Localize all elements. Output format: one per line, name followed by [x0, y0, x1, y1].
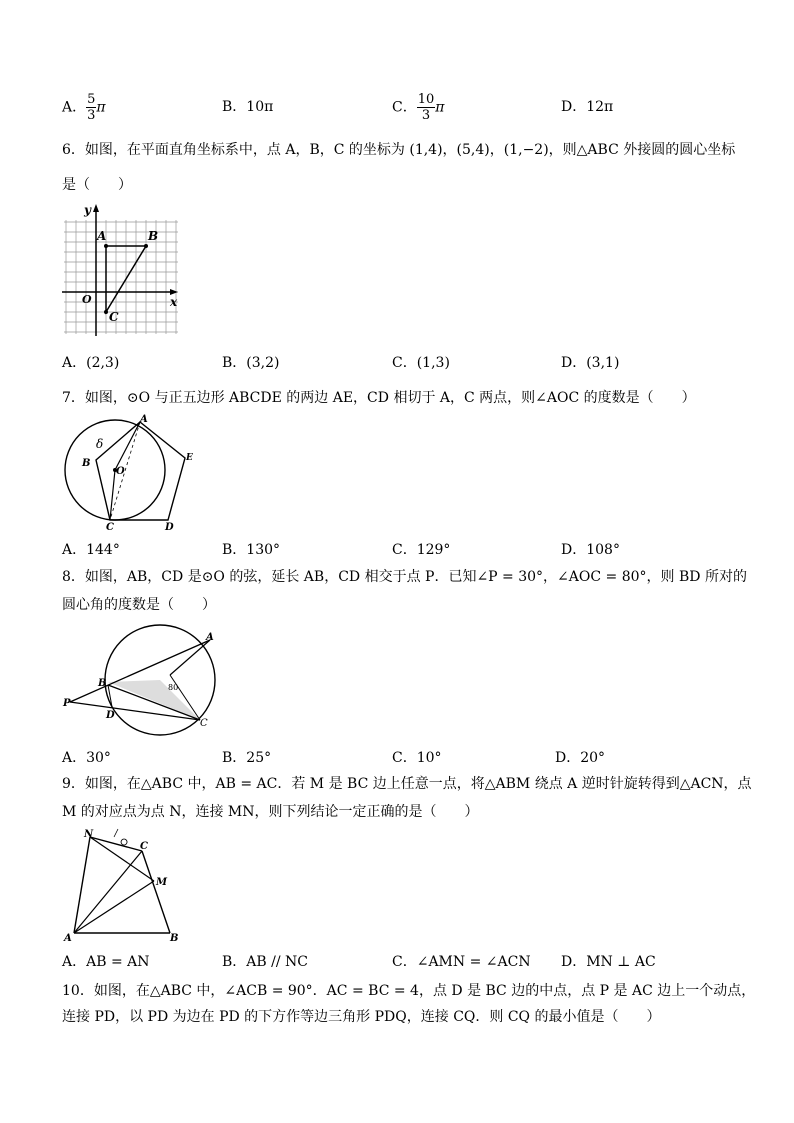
point-m-label: M: [156, 877, 168, 888]
q8-stem-line2: 圆心角的度数是（ ）: [62, 597, 216, 613]
q5-option-d: D．12π: [561, 99, 614, 115]
point-c-label: C: [140, 841, 148, 852]
q7-option-c: C．129°: [392, 542, 451, 558]
q10-stem-line2: 连接 PD，以 PD 为边在 PD 的下方作等边三角形 PDQ，连接 CQ．则 CQ 的最小值是（ ）: [62, 1009, 661, 1025]
point-b-label: B: [98, 678, 107, 689]
q6-coordinate-figure: [60, 200, 185, 340]
point-a-label: A: [140, 414, 148, 425]
q6-option-c: C．(1,3): [392, 355, 450, 371]
point-a-label: A: [97, 229, 107, 243]
center-o-label: O: [116, 466, 125, 477]
point-c-label: C: [200, 718, 208, 729]
q8-option-b: B．25°: [222, 750, 272, 766]
q7-option-b: B．130°: [222, 542, 281, 558]
point-c-label: C: [106, 522, 114, 533]
q8-option-a: A．30°: [62, 750, 111, 766]
q7-option-a: A．144°: [62, 542, 120, 558]
q6-stem-line1: 6．如图，在平面直角坐标系中，点 A，B，C 的坐标为 (1,4)，(5,4)，(1,−2)，则△ABC 外接圆的圆心坐标: [62, 142, 736, 158]
q9-rotation-figure: [60, 825, 190, 945]
q8-option-c: C．10°: [392, 750, 442, 766]
origin-label: O: [82, 293, 92, 306]
q6-option-b: B．(3,2): [222, 355, 280, 371]
q9-option-b: B．AB // NC: [222, 954, 308, 970]
point-a-label: A: [206, 632, 214, 643]
point-e-label: E: [186, 453, 193, 463]
q5-option-c: C． $\frac{10}{3}$ π: [392, 92, 445, 123]
point-p-label: P: [63, 698, 71, 709]
point-b-label: B: [170, 933, 179, 944]
q9-stem-line1: 9．如图，在△ABC 中，AB = AC．若 M 是 BC 边上任意一点，将△ABM 绕点 A 逆时针旋转得到△ACN，点: [62, 776, 752, 792]
q9-option-a: A．AB = AN: [62, 954, 150, 970]
q6-stem-line2: 是（ ）: [62, 177, 132, 193]
q7-option-d: D．108°: [561, 542, 620, 558]
q9-option-d: D．MN ⊥ AC: [561, 954, 656, 970]
q5-option-b: B．10π: [222, 99, 274, 115]
point-b-label: B: [148, 229, 159, 243]
fraction: $\frac{10}{3}$: [417, 92, 435, 123]
q6-option-a: A．(2,3): [62, 355, 120, 371]
q7-stem-line1: 7．如图，⊙O 与正五边形 ABCDE 的两边 AE，CD 相切于 A，C 两点，则∠AOC 的度数是（ ）: [62, 390, 696, 406]
fraction: $\frac{5}{3}$: [87, 92, 96, 123]
point-d-label: D: [165, 522, 174, 533]
x-axis-label: x: [170, 295, 178, 309]
point-d-label: D: [106, 710, 115, 721]
q7-pentagon-figure: [60, 412, 210, 536]
y-axis-label: y: [84, 203, 91, 217]
q8-stem-line1: 8．如图，AB，CD 是⊙O 的弦，延长 AB，CD 相交于点 P．已知∠P = 30°，∠AOC = 80°，则 BD 所对的: [62, 569, 747, 585]
q8-option-d: D．20°: [555, 750, 606, 766]
q6-option-d: D．(3,1): [561, 355, 620, 371]
q8-circle-figure: [60, 620, 220, 742]
point-c-label: C: [109, 310, 119, 324]
q9-option-c: C．∠AMN = ∠ACN: [392, 954, 531, 970]
q9-stem-line2: M 的对应点为点 N，连接 MN，则下列结论一定正确的是（ ）: [62, 804, 479, 820]
point-a-label: A: [64, 933, 72, 944]
point-b-label: B: [82, 458, 91, 469]
point-n-label: N: [84, 829, 94, 840]
handwritten-mark: δ: [96, 437, 104, 451]
angle-80-label: 80: [168, 683, 179, 692]
q5-option-a: A． $\frac{5}{3}$ π: [62, 92, 106, 123]
q10-stem-line1: 10．如图，在△ABC 中，∠ACB = 90°．AC = BC = 4，点 D 是 BC 边的中点，点 P 是 AC 边上一个动点，: [62, 983, 756, 999]
